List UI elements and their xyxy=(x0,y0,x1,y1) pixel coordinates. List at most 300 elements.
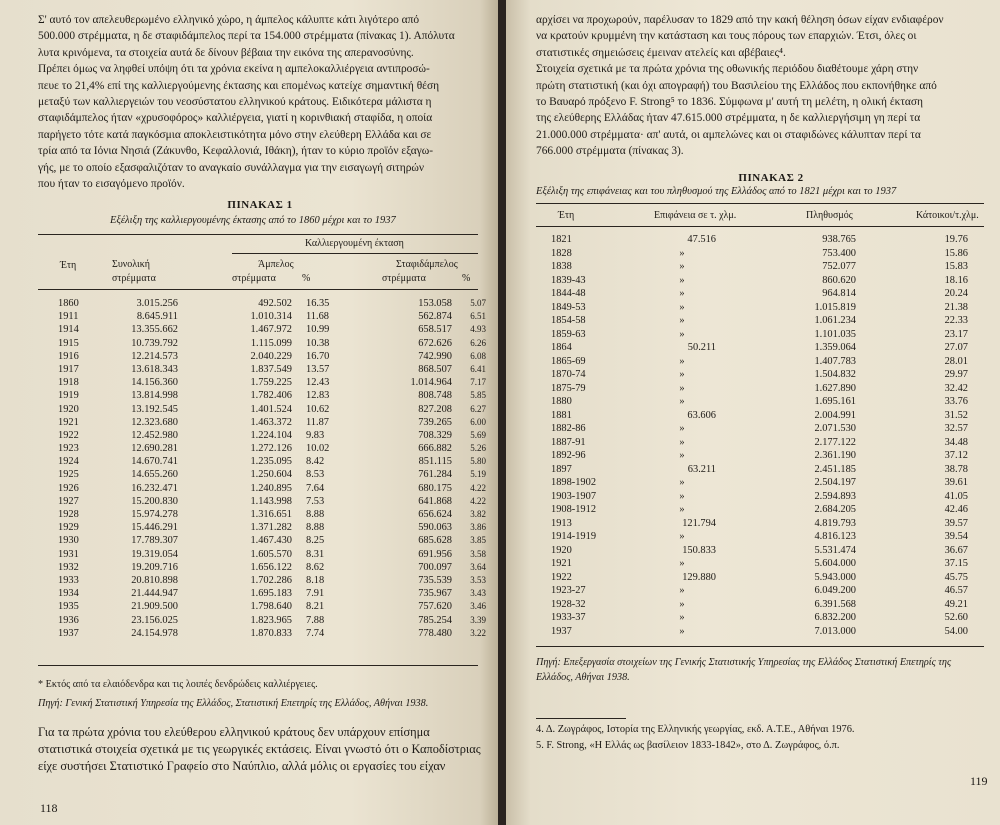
table-cell-year: 1860 xyxy=(58,298,79,309)
table-cell-vine: 1.235.095 xyxy=(250,456,292,468)
table-cell-year: 1839-43 xyxy=(551,274,586,286)
table-cell-area: » xyxy=(679,382,685,394)
table-cell-population: 5.604.000 xyxy=(814,558,856,569)
table-cell-total: 13.355.662 xyxy=(131,324,178,336)
table-cell-raisin-pct: 3.39 xyxy=(470,614,486,625)
table-cell-vine-pct: 16.35 xyxy=(306,298,330,309)
right-page xyxy=(506,0,1000,825)
table-cell-raisin-pct: 5.69 xyxy=(470,429,486,440)
table-cell-vine-pct: 8.88 xyxy=(306,509,325,520)
table-cell-raisin-pct: 5.80 xyxy=(470,456,486,467)
table-cell-population: 1.061.234 xyxy=(814,315,856,326)
table-cell-population: 1.359.064 xyxy=(814,342,856,353)
table-cell-area: » xyxy=(679,612,685,623)
table-cell-vine-pct: 8.25 xyxy=(306,535,325,547)
table-cell-vine: 1.702.286 xyxy=(250,574,292,586)
table-cell-year: 1922 xyxy=(551,571,572,583)
table-cell-total: 15.974.278 xyxy=(131,509,178,520)
table-cell-year: 1918 xyxy=(58,377,79,389)
table-cell-density: 33.76 xyxy=(944,396,968,407)
table-cell-total: 12.214.573 xyxy=(131,350,178,362)
table-cell-area: » xyxy=(679,490,685,502)
table-cell-vine: 1.240.895 xyxy=(250,482,292,494)
table-cell-year: 1921 xyxy=(58,416,79,428)
table-cell-year: 1923 xyxy=(58,443,79,455)
table-cell-population: 1.015.819 xyxy=(814,301,856,313)
table-cell-total: 17.789.307 xyxy=(131,535,178,547)
table-cell-vine: 1.463.372 xyxy=(250,416,292,428)
table-cell-total: 13.814.998 xyxy=(131,390,178,402)
table-cell-vine-pct: 10.99 xyxy=(306,324,330,336)
table-cell-vine: 1.010.314 xyxy=(250,311,292,323)
text-line: το Βαυαρό πρόξενο F. Strong⁵ το 1836. Σύμφωνα μ' αυτή τη μελέτη, η ολική έκταση xyxy=(536,96,923,109)
table-cell-year: 1916 xyxy=(58,350,79,362)
table-cell-population: 1.101.035 xyxy=(814,328,856,340)
text-line: Στοιχεία σχετικά με τα πρώτα χρόνια της οθωνικής περιόδου διαθέτουμε χάρη στην xyxy=(536,63,919,76)
table-cell-vine: 1.371.282 xyxy=(250,522,292,534)
table-cell-density: 27.07 xyxy=(944,342,968,353)
source-line: Πηγή: Επεξεργασία στοιχείων της Γενικής Στατιστικής Υπηρεσίας της Ελλάδος Στατιστική Επετηρίς της xyxy=(536,657,952,668)
table-cell-area: » xyxy=(679,355,685,367)
table-cell-year: 1914 xyxy=(58,324,79,336)
table-cell-vine-pct: 8.31 xyxy=(306,548,325,560)
table-cell-total: 13.192.545 xyxy=(131,403,178,415)
table-cell-raisin-pct: 4.93 xyxy=(470,324,486,335)
footnote-line: 4. Δ. Ζωγράφος, Ιστορία της Ελληνικής γεωργίας, εκδ. Α.Τ.Ε., Αθήναι 1976. xyxy=(536,724,855,735)
table-cell-area: » xyxy=(679,625,685,637)
table-cell-population: 6.049.200 xyxy=(814,585,856,596)
table-cell-total: 15.446.291 xyxy=(131,522,178,534)
table-1-top-rule xyxy=(38,234,478,235)
table-cell-vine: 1.401.524 xyxy=(250,403,292,415)
table-cell-vine: 1.224.104 xyxy=(250,429,292,441)
table-cell-total: 14.670.741 xyxy=(131,456,178,468)
table-1-header-total-unit: στρέμματα xyxy=(112,273,156,284)
table-cell-population: 1.407.783 xyxy=(814,355,856,367)
table-cell-raisin-pct: 6.00 xyxy=(470,416,486,427)
source-line: Ελλάδος, Αθήναι 1938. xyxy=(536,672,630,683)
table-cell-year: 1844-48 xyxy=(551,288,586,299)
table-cell-year: 1927 xyxy=(58,495,79,507)
footnote-line: 5. F. Strong, «Η Ελλάς ως βασίλειον 1833-1842», στο Δ. Ζωγράφος, ό.π. xyxy=(536,740,840,751)
table-cell-year: 1920 xyxy=(58,403,79,415)
table-cell-population: 938.765 xyxy=(822,234,856,245)
table-cell-raisin: 735.539 xyxy=(418,574,452,586)
footnote-rule xyxy=(536,718,626,719)
table-cell-area: » xyxy=(679,436,685,448)
table-cell-raisin: 742.990 xyxy=(418,350,452,362)
table-1-header-rule xyxy=(38,289,478,290)
table-cell-density: 42.46 xyxy=(944,504,968,515)
table-cell-density: 39.57 xyxy=(944,517,968,529)
table-2-col-population xyxy=(786,233,856,638)
text-line: Σ' αυτό τον απελευθερωμένο ελληνικό χώρο, η άμπελος κάλυπτε κάτι λιγότερο από xyxy=(38,14,420,26)
text-line: Πρέπει όμως να ληφθεί υπόψη ότι τα χρόνια εκείνα η αμπελοκαλλιέργεια αντιπροσώ- xyxy=(38,63,430,76)
table-cell-population: 4.819.793 xyxy=(814,517,856,529)
table-cell-total: 12.323.680 xyxy=(131,416,178,428)
table-cell-vine-pct: 10.62 xyxy=(306,403,330,415)
table-1-header-year: Έτη xyxy=(60,260,77,271)
text-line: να κρατούν κρυμμένη την κατάσταση και τους πόρους των επαρχιών. Έτσι, όλες οι xyxy=(536,30,917,43)
table-cell-vine-pct: 8.42 xyxy=(306,456,325,468)
table-1-col-raisin xyxy=(382,297,452,640)
table-cell-year: 1932 xyxy=(58,561,79,573)
text-line: 500.000 στρέμματα, η δε σταφιδάμπελος περί τα 154.000 στρέμματα (πίνακας 1). Απόλυτα xyxy=(38,30,455,43)
table-cell-density: 37.12 xyxy=(944,450,968,461)
table-cell-raisin-pct: 3.43 xyxy=(470,588,486,599)
table-cell-vine-pct: 11.87 xyxy=(306,416,329,428)
table-1-col-total xyxy=(100,297,178,640)
table-cell-vine-pct: 8.62 xyxy=(306,561,325,573)
table-cell-vine: 1.656.122 xyxy=(250,561,292,573)
table-cell-year: 1923-27 xyxy=(551,585,586,596)
table-cell-raisin: 757.620 xyxy=(418,601,452,613)
table-cell-area: 50.211 xyxy=(687,342,716,353)
table-cell-area: 121.794 xyxy=(682,517,716,529)
table-2-col-area xyxy=(648,233,716,638)
table-cell-year: 1914-1919 xyxy=(551,531,597,542)
table-cell-area: » xyxy=(679,450,685,461)
table-cell-population: 752.077 xyxy=(822,261,856,272)
table-cell-vine: 1.115.099 xyxy=(250,337,292,349)
table-cell-vine-pct: 8.88 xyxy=(306,522,325,534)
table-cell-raisin-pct: 3.22 xyxy=(470,627,486,638)
table-cell-population: 2.451.185 xyxy=(814,463,856,475)
table-cell-density: 41.05 xyxy=(944,490,968,502)
left-intro-paragraph xyxy=(38,12,486,192)
text-line: λυτα κρινόμενα, τα στοιχεία αυτά δε δίνουν βέβαια την εικόνα της απερανοσύνης. xyxy=(38,46,414,59)
table-cell-vine-pct: 12.43 xyxy=(306,377,330,389)
table-cell-vine: 1.695.183 xyxy=(250,588,292,600)
table-cell-year: 1931 xyxy=(58,548,79,560)
table-cell-area: » xyxy=(679,274,685,286)
table-cell-area: » xyxy=(679,558,685,569)
table-cell-raisin-pct: 3.53 xyxy=(470,574,486,585)
table-cell-population: 2.684.205 xyxy=(814,504,856,515)
table-cell-raisin-pct: 6.26 xyxy=(470,337,486,348)
table-cell-vine: 1.823.965 xyxy=(250,614,292,626)
table-cell-raisin: 708.329 xyxy=(418,429,452,441)
table-cell-total: 14.156.360 xyxy=(131,377,178,389)
table-1-col-vine-pct xyxy=(306,297,346,640)
table-cell-vine-pct: 7.88 xyxy=(306,614,325,626)
table-cell-density: 29.97 xyxy=(944,369,968,380)
table-cell-area: » xyxy=(679,328,685,340)
table-cell-raisin: 691.956 xyxy=(418,548,452,560)
table-cell-area: » xyxy=(679,247,685,259)
table-cell-year: 1930 xyxy=(58,535,79,547)
table-cell-year: 1838 xyxy=(551,261,572,272)
table-cell-year: 1936 xyxy=(58,614,79,626)
table-cell-raisin-pct: 5.26 xyxy=(470,443,486,454)
table-2-col-density xyxy=(924,233,968,638)
table-cell-vine-pct: 8.53 xyxy=(306,469,325,481)
table-cell-vine-pct: 13.57 xyxy=(306,363,330,375)
table-cell-population: 2.071.530 xyxy=(814,423,856,434)
table-cell-vine-pct: 7.91 xyxy=(306,588,325,600)
table-cell-raisin: 1.014.964 xyxy=(410,377,452,389)
table-cell-year: 1892-96 xyxy=(551,450,586,461)
table-cell-density: 31.52 xyxy=(944,409,968,421)
text-line: στατιστικές σημειώσεις έμειναν ατελείς και αβέβαιες⁴. xyxy=(536,46,786,59)
table-1-col-vine xyxy=(220,297,292,640)
table-cell-raisin: 685.628 xyxy=(418,535,452,547)
text-line: μεταξύ των καλλιεργειών του νεοσύστατου ελληνικού κράτους. Ειδικότερα μάλιστα η xyxy=(38,96,432,109)
table-cell-total: 21.444.947 xyxy=(131,588,178,600)
table-2-source xyxy=(536,655,951,685)
page-number-left: 118 xyxy=(40,801,58,815)
table-cell-year: 1921 xyxy=(551,558,572,569)
table-1-group-rule xyxy=(232,253,478,254)
table-cell-area: » xyxy=(679,504,685,515)
table-cell-total: 19.209.716 xyxy=(131,561,178,573)
table-cell-density: 23.17 xyxy=(944,328,968,340)
table-cell-vine: 1.798.640 xyxy=(250,601,292,613)
text-line: είχε συστήσει Στατιστικό Γραφείο στο Ναύπλιο, αλλά μόλις οι εργασίες του είχαν xyxy=(38,758,446,773)
table-cell-total: 24.154.978 xyxy=(131,627,178,639)
table-cell-vine: 1.782.406 xyxy=(250,390,292,402)
table-cell-raisin-pct: 3.58 xyxy=(470,548,486,559)
table-2-col-years xyxy=(551,233,631,638)
table-cell-year: 1937 xyxy=(551,625,572,637)
table-cell-raisin: 656.624 xyxy=(418,509,452,520)
table-cell-density: 34.48 xyxy=(944,436,968,448)
table-cell-vine: 2.040.229 xyxy=(250,350,292,362)
table-cell-vine-pct: 9.83 xyxy=(306,429,325,441)
table-cell-raisin: 666.882 xyxy=(418,443,452,455)
text-line: πρώτη στατιστική (και όχι απογραφή) του Βασιλείου της Ελλάδος που εκπονήθηκε από xyxy=(536,79,937,92)
table-cell-raisin-pct: 6.08 xyxy=(470,350,486,361)
table-cell-density: 39.54 xyxy=(944,531,968,542)
table-cell-vine-pct: 10.02 xyxy=(306,443,330,455)
table-cell-year: 1911 xyxy=(58,311,79,323)
table-cell-vine: 492.502 xyxy=(258,298,292,309)
table-cell-year: 1882-86 xyxy=(551,423,586,434)
table-cell-year: 1898-1902 xyxy=(551,477,597,488)
table-cell-area: » xyxy=(679,531,685,542)
table-cell-total: 13.618.343 xyxy=(131,363,178,375)
table-cell-total: 16.232.471 xyxy=(131,482,178,494)
table-1-footnote: * Εκτός από τα ελαιόδενδρα και τις λοιπές δενδρώδεις καλλιέργειες. xyxy=(38,679,318,690)
table-cell-population: 753.400 xyxy=(822,247,856,259)
table-1-header-raisin-pct: % xyxy=(462,273,471,284)
table-1-header-vine-unit: στρέμματα xyxy=(232,273,276,284)
table-cell-density: 20.24 xyxy=(944,288,968,299)
table-1-bottom-rule xyxy=(38,665,478,666)
left-outro-paragraph xyxy=(38,724,486,774)
table-cell-density: 38.78 xyxy=(944,463,968,475)
table-cell-population: 2.594.893 xyxy=(814,490,856,502)
table-cell-vine: 1.143.998 xyxy=(250,495,292,507)
table-cell-raisin: 590.063 xyxy=(418,522,452,534)
table-1-header-group: Καλλιεργουμένη έκταση xyxy=(305,238,404,249)
table-cell-vine-pct: 8.18 xyxy=(306,574,325,586)
text-line: Για τα πρώτα χρόνια του ελεύθερου ελληνικού κράτους δεν υπάρχουν επίσημα xyxy=(38,725,430,739)
table-cell-population: 1.695.161 xyxy=(814,396,856,407)
table-cell-raisin: 739.265 xyxy=(418,416,452,428)
table-cell-year: 1937 xyxy=(58,627,79,639)
table-cell-area: 63.606 xyxy=(687,409,716,421)
table-cell-year: 1854-58 xyxy=(551,315,586,326)
table-cell-population: 4.816.123 xyxy=(814,531,856,542)
table-cell-population: 2.004.991 xyxy=(814,409,856,421)
table-cell-raisin-pct: 3.85 xyxy=(470,535,486,546)
table-cell-area: » xyxy=(679,288,685,299)
table-cell-year: 1864 xyxy=(551,342,572,353)
table-1-header-total: Συνολική xyxy=(112,259,150,270)
table-cell-population: 7.013.000 xyxy=(814,625,856,637)
table-cell-year: 1922 xyxy=(58,429,79,441)
table-cell-density: 52.60 xyxy=(944,612,968,623)
table-cell-year: 1828 xyxy=(551,247,572,259)
table-cell-area: » xyxy=(679,598,685,610)
table-cell-population: 5.531.474 xyxy=(814,544,856,556)
table-cell-total: 14.655.260 xyxy=(131,469,178,481)
table-cell-vine: 1.605.570 xyxy=(250,548,292,560)
table-1-header-raisin-unit: στρέμματα xyxy=(382,273,426,284)
table-cell-year: 1915 xyxy=(58,337,79,349)
table-cell-raisin-pct: 5.85 xyxy=(470,390,486,401)
table-cell-year: 1897 xyxy=(551,463,572,475)
table-cell-density: 32.42 xyxy=(944,382,968,394)
table-1-header-vine: Άμπελος xyxy=(258,259,294,270)
text-line: στατιστικά στοιχεία σχετικά με τις γεωργικές εκτάσεις. Είναι γνωστό ότι ο Καποδίστριας xyxy=(38,741,481,756)
table-2-header-density: Κάτοικοι/τ.χλμ. xyxy=(916,210,979,221)
table-cell-year: 1935 xyxy=(58,601,79,613)
table-cell-population: 2.177.122 xyxy=(814,436,856,448)
table-2-subtitle: Εξέλιξη της επιφάνειας και του πληθυσμού της Ελλάδος από το 1821 μέχρι και το 1937 xyxy=(536,186,897,197)
table-1-header-vine-pct: % xyxy=(302,273,311,284)
right-intro-paragraph xyxy=(536,12,984,160)
table-cell-population: 2.361.190 xyxy=(814,450,856,461)
table-cell-density: 39.61 xyxy=(944,477,968,488)
table-2-header-area: Επιφάνεια σε τ. χλμ. xyxy=(654,210,737,221)
table-cell-density: 19.76 xyxy=(944,234,968,245)
table-cell-area: » xyxy=(679,369,685,380)
table-cell-raisin: 808.748 xyxy=(418,390,452,402)
table-cell-year: 1929 xyxy=(58,522,79,534)
table-cell-vine-pct: 10.38 xyxy=(306,337,330,349)
table-cell-area: 47.516 xyxy=(687,234,716,245)
table-cell-area: » xyxy=(679,315,685,326)
table-cell-raisin: 658.517 xyxy=(418,324,452,336)
table-1-source: Πηγή: Γενική Στατιστική Υπηρεσία της Ελλάδος, Στατιστική Επετηρίς της Ελλάδος, Αθήναι 1938. xyxy=(38,698,429,709)
table-cell-raisin: 153.058 xyxy=(418,298,452,309)
table-cell-density: 15.86 xyxy=(944,247,968,259)
table-cell-area: » xyxy=(679,585,685,596)
table-cell-density: 15.83 xyxy=(944,261,968,272)
table-cell-raisin-pct: 6.51 xyxy=(470,311,486,322)
table-cell-density: 32.57 xyxy=(944,423,968,434)
table-cell-raisin-pct: 3.46 xyxy=(470,601,486,612)
text-line: της ελεύθερης Ελλάδας ήταν 47.615.000 στρέμματα, η δε καλλιεργήσιμη γη περί τα xyxy=(536,112,921,125)
table-cell-raisin: 700.097 xyxy=(418,561,452,573)
table-cell-year: 1859-63 xyxy=(551,328,586,340)
table-cell-density: 36.67 xyxy=(944,544,968,556)
table-cell-raisin: 680.175 xyxy=(418,482,452,494)
table-cell-raisin: 868.507 xyxy=(418,363,452,375)
table-cell-total: 15.200.830 xyxy=(131,495,178,507)
table-1-subtitle: Εξέλιξη της καλλιεργουμένης έκτασης από το 1860 μέχρι και το 1937 xyxy=(110,215,396,226)
table-cell-area: 63.211 xyxy=(687,463,716,475)
table-cell-density: 46.57 xyxy=(944,585,968,596)
text-line: γής, με το οποίο εξασφαλιζόταν το αναγκαίο συνάλλαγμα για την εισαγωγή σιτηρών xyxy=(38,161,425,174)
text-line: αρχίσει να προχωρούν, παρέλυσαν το 1829 από την κακή θέληση όσων είχαν ενδιαφέρον xyxy=(536,14,944,26)
table-cell-raisin-pct: 4.22 xyxy=(470,482,486,493)
table-cell-vine: 1.316.651 xyxy=(250,509,292,520)
table-cell-density: 54.00 xyxy=(944,625,968,637)
table-cell-vine: 1.250.604 xyxy=(250,469,292,481)
table-cell-year: 1821 xyxy=(551,234,572,245)
table-cell-area: » xyxy=(679,261,685,272)
table-cell-raisin: 735.967 xyxy=(418,588,452,600)
table-cell-raisin-pct: 6.41 xyxy=(470,363,486,374)
table-cell-year: 1865-69 xyxy=(551,355,586,367)
table-cell-total: 21.909.500 xyxy=(131,601,178,613)
table-cell-area: » xyxy=(679,301,685,313)
table-cell-total: 3.015.256 xyxy=(136,298,178,309)
table-2-header-year: Έτη xyxy=(558,210,575,221)
table-cell-total: 23.156.025 xyxy=(131,614,178,626)
table-1-title: ΠΙΝΑΚΑΣ 1 xyxy=(227,199,293,211)
table-cell-density: 49.21 xyxy=(944,598,968,610)
table-cell-year: 1903-1907 xyxy=(551,490,597,502)
table-cell-raisin-pct: 3.82 xyxy=(470,509,486,519)
table-cell-area: » xyxy=(679,396,685,407)
table-cell-area: » xyxy=(679,423,685,434)
table-cell-area: » xyxy=(679,477,685,488)
table-cell-raisin: 641.868 xyxy=(418,495,452,507)
text-line: παρήγετο τότε κατά παγκόσμια αποκλειστικότητα μόνο στην ελεύθερη Ελλάδα και σε xyxy=(38,128,432,141)
table-cell-year: 1924 xyxy=(58,456,79,468)
table-cell-year: 1875-79 xyxy=(551,382,586,394)
table-cell-year: 1880 xyxy=(551,396,572,407)
table-cell-raisin: 672.626 xyxy=(418,337,452,349)
table-cell-raisin-pct: 6.27 xyxy=(470,403,486,414)
table-cell-year: 1920 xyxy=(551,544,572,556)
table-cell-year: 1887-91 xyxy=(551,436,586,448)
table-cell-vine-pct: 7.74 xyxy=(306,627,325,639)
table-cell-total: 8.645.911 xyxy=(136,311,178,323)
table-1-col-raisin-pct xyxy=(458,297,486,640)
table-cell-year: 1870-74 xyxy=(551,369,586,380)
table-cell-density: 22.33 xyxy=(944,315,968,326)
table-cell-year: 1933-37 xyxy=(551,612,586,623)
page-number-right: 119 xyxy=(970,774,988,788)
table-cell-raisin: 785.254 xyxy=(418,614,452,626)
table-cell-density: 45.75 xyxy=(944,571,968,583)
table-cell-total: 20.810.898 xyxy=(131,574,178,586)
table-cell-year: 1908-1912 xyxy=(551,504,597,515)
table-cell-area: 150.833 xyxy=(682,544,716,556)
table-cell-year: 1926 xyxy=(58,482,79,494)
table-cell-year: 1919 xyxy=(58,390,79,402)
table-cell-raisin: 827.208 xyxy=(418,403,452,415)
table-cell-raisin: 761.284 xyxy=(418,469,452,481)
text-line: πευε το 21,4% επί της καλλιεργούμενης έκτασης και επομένως κατείχε σημαντική θέση xyxy=(38,79,440,92)
table-cell-vine: 1.759.225 xyxy=(250,377,292,389)
table-cell-population: 1.504.832 xyxy=(814,369,856,380)
table-cell-raisin-pct: 4.22 xyxy=(470,495,486,506)
footnotes xyxy=(536,722,855,754)
table-cell-raisin: 562.874 xyxy=(418,311,452,323)
table-2-top-rule xyxy=(536,203,984,204)
table-cell-vine: 1.272.126 xyxy=(250,443,292,455)
table-cell-population: 964.814 xyxy=(822,288,856,299)
table-cell-density: 37.15 xyxy=(944,558,968,569)
table-cell-year: 1934 xyxy=(58,588,79,600)
table-cell-year: 1928 xyxy=(58,509,79,520)
